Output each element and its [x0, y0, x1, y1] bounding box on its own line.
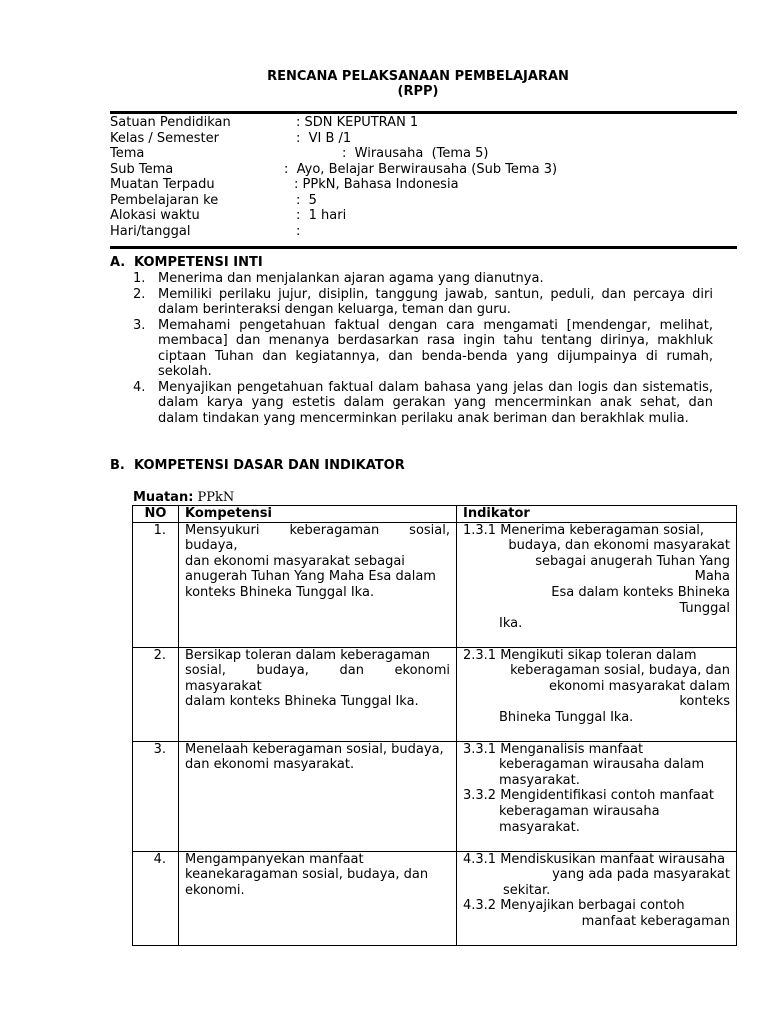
row-number: 4. — [133, 851, 179, 945]
kompetensi-cell — [179, 522, 457, 647]
info-row — [110, 115, 737, 131]
cell-line: Menelaah keberagaman sosial, budaya, — [185, 741, 444, 757]
item-text: Memiliki perilaku jujur, disiplin, tanggung jawab, santun, peduli, dan percaya diri dalam berinteraksi dengan keluarga, teman dan guru. — [158, 286, 713, 317]
info-value: : — [296, 223, 301, 239]
cell-line: 4.3.1 Mendiskusikan manfaat wirausaha — [463, 851, 726, 867]
cell-line: dan ekonomi masyarakat. — [185, 757, 355, 773]
info-value: : Ayo, Belajar Berwirausaha (Sub Tema 3) — [284, 161, 558, 177]
cell-line: dan ekonomi masyarakat sebagai — [185, 553, 405, 569]
cell-line: Bersikap toleran dalam keberagaman — [185, 647, 430, 663]
row-number: 2. — [133, 647, 179, 741]
kompetensi-dasar-table — [132, 505, 737, 946]
kompetensi-inti-list — [133, 271, 713, 426]
cell-line: Ika. — [499, 616, 523, 632]
column-header-no: NO — [133, 506, 179, 523]
item-text: Menyajikan pengetahuan faktual dalam bahasa yang jelas dan logis dan sistematis, dalam karya yang estetis dalam gerakan yang mencerminkan anak sehat, dan dalam tindakan yang mencerminkan perilaku anak beriman dan berakhlak mulia. — [158, 379, 713, 426]
list-item — [133, 380, 713, 427]
section-letter: B. — [110, 458, 125, 473]
info-value: : PPkN, Bahasa Indonesia — [294, 177, 459, 192]
section-title: KOMPETENSI INTI — [134, 255, 263, 270]
item-number: 4. — [133, 379, 146, 395]
info-label: Tema — [110, 146, 145, 161]
muatan-label: Muatan: — [133, 490, 194, 505]
cell-line: Mengampanyekan manfaat — [185, 851, 364, 867]
cell-line: sosial, budaya, dan ekonomi masyarakat — [185, 663, 450, 694]
document-title: RENCANA PELAKSANAAN PEMBELAJARAN — [267, 69, 569, 84]
cell-line: yang ada pada masyarakat — [552, 867, 730, 883]
cell-line: 3.3.2 Mengidentifikasi contoh manfaat — [463, 788, 714, 804]
column-header-indikator: Indikator — [457, 506, 737, 523]
cell-line: keanekaragaman sosial, budaya, dan — [185, 867, 429, 883]
cell-line: masyarakat. — [499, 819, 580, 835]
cell-line: 4.3.2 Menyajikan berbagai contoh — [463, 898, 685, 914]
item-number: 1. — [133, 271, 146, 286]
kompetensi-cell — [179, 647, 457, 741]
muatan-line — [133, 490, 234, 505]
cell-line: keberagaman wirausaha — [499, 803, 660, 819]
cell-line: 3.3.1 Menganalisis manfaat — [463, 741, 644, 757]
cell-line: Esa dalam konteks Bhineka Tunggal — [551, 584, 730, 616]
item-number: 2. — [133, 286, 146, 302]
cell-line: keberagaman wirausaha dalam — [499, 757, 705, 773]
info-label: Alokasi waktu — [110, 208, 200, 223]
info-value: : 1 hari — [296, 208, 347, 223]
row-number: 3. — [133, 741, 179, 851]
identity-block — [110, 115, 737, 239]
kompetensi-cell — [179, 741, 457, 851]
cell-line: dalam konteks Bhineka Tunggal Ika. — [185, 694, 419, 710]
info-label: Kelas / Semester — [110, 130, 219, 146]
section-b-heading — [110, 458, 405, 473]
info-label: Sub Tema — [110, 161, 174, 177]
cell-line: masyarakat. — [499, 772, 580, 788]
section-letter: A. — [110, 255, 126, 270]
cell-line: budaya, dan ekonomi masyarakat — [508, 538, 730, 554]
item-text: Memahami pengetahuan faktual dengan cara mengamati [mendengar, melihat, membaca] dan menanya berdasarkan rasa ingin tahu tentang dirinya, makhluk ciptaan Tuhan dan kegiatannya, dan benda-benda yang dijumpainya di rumah, sekolah. — [158, 317, 713, 379]
top-rule — [110, 111, 737, 114]
info-row — [110, 131, 737, 147]
list-item — [133, 318, 713, 380]
info-value: : VI B /1 — [296, 130, 352, 146]
cell-line: 2.3.1 Mengikuti sikap toleran dalam — [463, 647, 697, 663]
cell-line: manfaat keberagaman — [581, 913, 730, 929]
bottom-rule — [110, 246, 737, 249]
info-value: : SDN KEPUTRAN 1 — [296, 115, 419, 130]
info-value: : Wirausaha (Tema 5) — [342, 146, 489, 161]
row-number: 1. — [133, 522, 179, 647]
cell-line: Bhineka Tunggal Ika. — [499, 709, 634, 725]
table-row — [133, 647, 737, 741]
document-subtitle: (RPP) — [397, 84, 439, 99]
item-number: 3. — [133, 317, 146, 333]
info-value: : 5 — [296, 192, 317, 208]
info-label: Hari/tanggal — [110, 223, 191, 239]
indikator-cell — [457, 741, 737, 851]
cell-line: keberagaman sosial, budaya, dan — [510, 663, 730, 679]
cell-line: ekonomi. — [185, 882, 245, 898]
info-label: Pembelajaran ke — [110, 192, 219, 208]
cell-line: anugerah Tuhan Yang Maha Esa dalam — [185, 569, 436, 585]
indikator-cell — [457, 522, 737, 647]
table-row — [133, 741, 737, 851]
cell-line: sebagai anugerah Tuhan Yang Maha — [535, 553, 730, 585]
muatan-value: PPkN — [197, 490, 235, 505]
cell-line: konteks Bhineka Tunggal Ika. — [185, 584, 375, 600]
list-item — [133, 287, 713, 318]
table-header-row — [133, 506, 737, 523]
item-text: Menerima dan menjalankan ajaran agama yang dianutnya. — [158, 271, 544, 286]
info-row — [110, 146, 737, 162]
info-row — [110, 224, 737, 240]
info-row — [110, 208, 737, 224]
kompetensi-cell — [179, 851, 457, 945]
cell-line: ekonomi masyarakat dalam konteks — [549, 678, 730, 710]
column-header-kompetensi: Kompetensi — [179, 506, 457, 523]
indikator-cell — [457, 851, 737, 945]
info-label: Satuan Pendidikan — [110, 115, 231, 130]
section-a-heading — [110, 255, 263, 270]
section-title: KOMPETENSI DASAR DAN INDIKATOR — [134, 458, 405, 473]
cell-line: Mensyukuri keberagaman sosial, budaya, — [185, 522, 450, 554]
info-row — [110, 177, 737, 193]
list-item — [133, 271, 713, 287]
cell-line: 1.3.1 Menerima keberagaman sosial, — [463, 522, 705, 538]
table-row — [133, 851, 737, 945]
cell-line: sekitar. — [503, 882, 551, 898]
info-label: Muatan Terpadu — [110, 177, 215, 192]
info-row — [110, 162, 737, 178]
indikator-cell — [457, 647, 737, 741]
info-row — [110, 193, 737, 209]
table-row — [133, 522, 737, 647]
